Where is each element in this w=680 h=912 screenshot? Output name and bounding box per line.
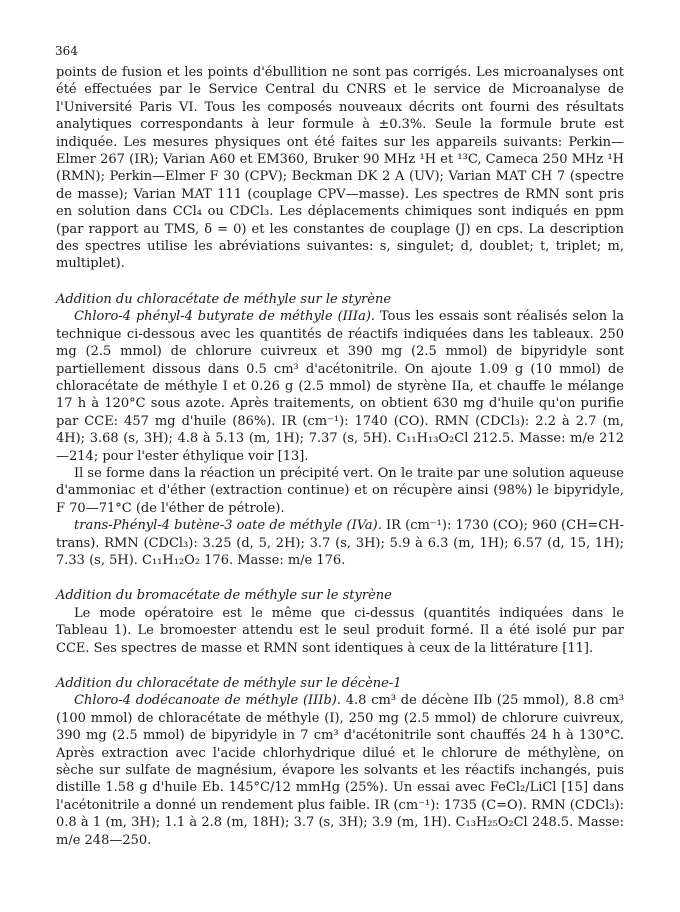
spectra-text-IVa: IR (cm⁻¹): 1730 (CO); 960 (CH=CH-trans). RMN (CDCl₃): 3.25 (d, 5, 2H); 3.7 (s, 3H); 5.9 à 6.3 (m, 1H); 6.57 (d, 15, 1H); 7.33 (s, 5H). C₁₁H₁₂O₂ 176. Masse: m/e 176. xyxy=(56,518,624,568)
article-body xyxy=(56,64,624,849)
procedure-text-IIIa: Tous les essais sont réalisés selon la technique ci-dessous avec les quantités de réactifs indiquées dans les tableaux. 250 mg (2.5 mmol) de chlorure cuivreux et 390 mg (2.5 mmol) de bipyridyle sont partiellement dissous dans 0.5 cm³ d'acétonitrile. On ajoute 1.09 g (10 mmol) de chloracétate de méthyle I et 0.26 g (2.5 mmol) de styrène IIa, et chauffe le mélange 17 h à 120°C sous azote. Après traitements, on obtient 630 mg d'huile qu'on purifie par CCE: 457 mg d'huile (86%). IR (cm⁻¹): 1740 (CO). RMN (CDCl₃): 2.2 à 2.7 (m, 4H); 3.68 (s, 3H); 4.8 à 5.13 (m, 1H); 7.37 (s, 5H). C₁₁H₁₃O₂Cl 212.5. Masse: m/e 212—214; pour l'ester éthylique voir [13]. xyxy=(56,309,624,464)
section-title-styrene-bromacetate: Addition du bromacétate de méthyle sur le styrène xyxy=(56,588,392,604)
compound-name-IVa: trans-Phényl-4 butène-3 oate de méthyle (IVa). xyxy=(74,518,382,534)
page-number: 364 xyxy=(55,44,78,58)
paragraph-compound-IVa xyxy=(56,517,624,569)
compound-name-IIIb: Chloro-4 dodécanoate de méthyle (IIIb). xyxy=(74,693,341,709)
procedure-text-IIIb: 4.8 cm³ de décène IIb (25 mmol), 8.8 cm³ (100 mmol) de chloracétate de méthyle (I), 250 mg (2.5 mmol) de chlorure cuivreux, 390 mg (2.5 mmol) de bipyridyle in 7 cm³ d'acétonitrile sont chauffés 24 h à 130°C. Après extraction avec l'acide chlorhydrique dilué et le chlorure de méthylène, on sèche sur sulfate de magnésium, évapore les solvants et les réactifs inchangés, puis distille 1.58 g d'huile Eb. 145°C/12 mmHg (25%). Un essai avec FeCl₂/LiCl [15] dans l'acétonitrile a donné un rendement plus faible. IR (cm⁻¹): 1735 (C=O). RMN (CDCl₃): 0.8 à 1 (m, 3H); 1.1 à 2.8 (m, 18H); 3.7 (s, 3H); 3.9 (m, 1H). C₁₃H₂₅O₂Cl 248.5. Masse: m/e 248—250. xyxy=(56,693,625,848)
paragraph-compound-IIIb xyxy=(56,692,624,849)
intro-paragraph: points de fusion et les points d'ébullition ne sont pas corrigés. Les microanalyses ont été effectuées par le Service Central du CNRS et le service de Microanalyse de l'Université Paris VI. Tous les composés nouveaux décrits ont fourni des résultats analytiques correspondants à leur formule à ±0.3%. Seule la formule brute est indiquée. Les mesures physiques ont été faites sur les appareils suivants: Perkin—Elmer 267 (IR); Varian A60 et EM360, Bruker 90 MHz ¹H et ¹³C, Cameca 250 MHz ¹H (RMN); Perkin—Elmer F 30 (CPV); Beckman DK 2 A (UV); Varian MAT CH 7 (spectre de masse); Varian MAT 111 (couplage CPV—masse). Les spectres de RMN sont pris en solution dans CCl₄ ou CDCl₃. Les déplacements chimiques sont indiqués en ppm (par rapport au TMS, δ = 0) et les constantes de couplage (J) en cps. La description des spectres utilise les abréviations suivantes: s, singulet; d, doublet; t, triplet; m, multiplet). xyxy=(56,65,624,272)
section-title-styrene-chloracetate: Addition du chloracétate de méthyle sur le styrène xyxy=(56,291,392,307)
paragraph-bromoester: Le mode opératoire est le même que ci-dessus (quantités indiquées dans le Tableau 1). Le bromoester attendu est le seul produit formé. Il a été isolé pur par CCE. Ses spectres de masse et RMN sont identiques à ceux de la littérature [11]. xyxy=(56,605,624,656)
section-title-decene-chloracetate: Addition du chloracétate de méthyle sur le décène-1 xyxy=(56,676,402,691)
compound-name-IIIa: Chloro-4 phényl-4 butyrate de méthyle (IIIa). xyxy=(74,309,376,325)
paragraph-compound-IIIa xyxy=(56,308,624,465)
paragraph-precipitate: Il se forme dans la réaction un précipité vert. On le traite par une solution aqueuse d'ammoniac et d'éther (extraction continue) et on récupère ainsi (98%) le bipyridyle, F 70—71°C (de l'éther de pétrole). xyxy=(56,465,624,516)
